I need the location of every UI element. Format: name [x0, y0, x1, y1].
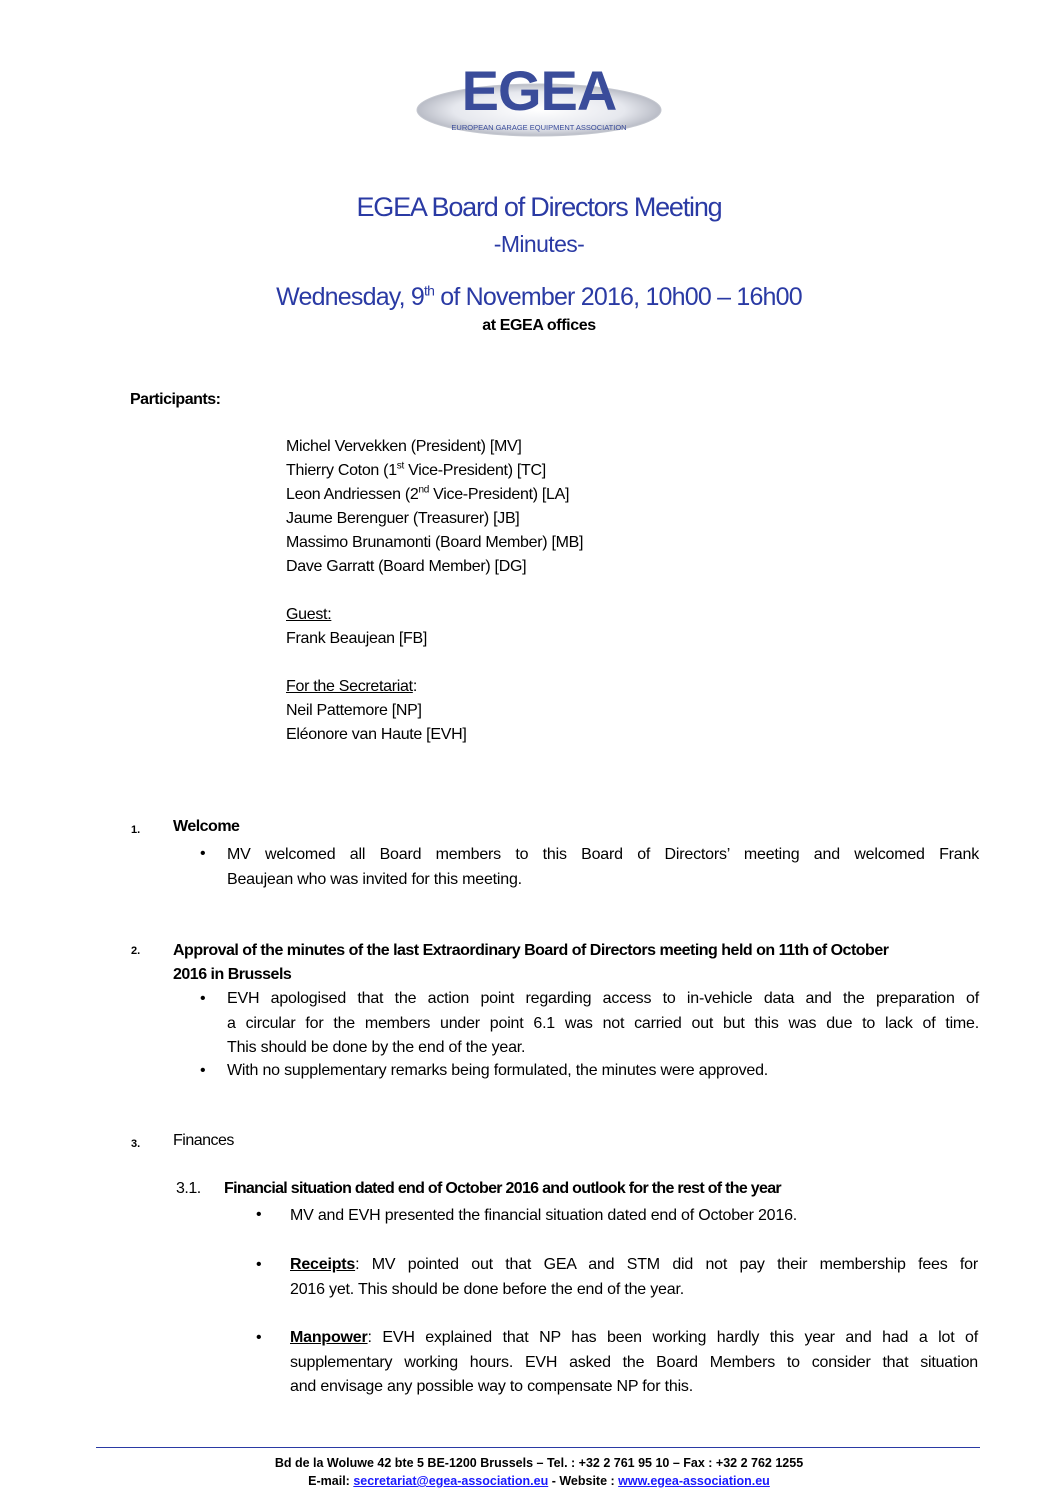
subsection-paragraph: Receipts: MV pointed out that GEA and STM did not pay their membership fees for 2016 yet. This should be done before the end of the year. [290, 1256, 978, 1298]
bullet-icon: • [256, 1256, 262, 1273]
footer-contact: E-mail: secretariat@egea-association.eu - Website : www.egea-association.eu [308, 1474, 770, 1488]
spacer [286, 579, 583, 603]
guest: Frank Beaujean [FB] [286, 630, 428, 647]
meeting-title: EGEA Board of Directors Meeting [356, 192, 722, 222]
subsection-title: Financial situation dated end of October 2016 and outlook for the rest of the year [224, 1180, 781, 1197]
section-paragraph: MV welcomed all Board members to this Board of Directors’ meeting and welcomed Frank Beaujean who was invited for this meeting. [227, 846, 979, 888]
email-link[interactable]: secretariat@egea-association.eu [353, 1474, 549, 1488]
minutes-subtitle: -Minutes- [493, 231, 585, 257]
participant: Michel Vervekken (President) [MV] [286, 438, 522, 455]
website-link[interactable]: www.egea-association.eu [618, 1474, 770, 1488]
receipts-label: Receipts [290, 1256, 356, 1273]
subsection-paragraph: MV and EVH presented the financial situation dated end of October 2016. [290, 1207, 798, 1224]
date-sup: th [424, 282, 435, 299]
participant: Thierry Coton (1st Vice-President) [TC] [286, 460, 546, 479]
footer-address: Bd de la Woluwe 42 bte 5 BE-1200 Brussels – Tel. : +32 2 761 95 10 – Fax : +32 2 762 1255 [274, 1456, 804, 1470]
subsection-paragraph: Manpower: EVH explained that NP has been working hardly this year and had a lot of supplementary working hours. EVH asked the Board Members to consider that situation and envisage any possible way to compensate NP for this. [290, 1329, 978, 1395]
section-paragraph: With no supplementary remarks being formulated, the minutes were approved. [227, 1062, 769, 1079]
spacer [286, 651, 583, 675]
bullet-icon: • [256, 1329, 262, 1346]
bullet-icon: • [200, 845, 206, 862]
footer-divider [96, 1447, 980, 1448]
manpower-label: Manpower [290, 1329, 368, 1346]
participant-line [286, 435, 583, 747]
section-title: Welcome [173, 818, 240, 835]
meeting-location: at EGEA offices [482, 317, 596, 334]
logo-text: EGEA [461, 59, 617, 122]
participant: Jaume Berenguer (Treasurer) [JB] [286, 510, 520, 527]
section-paragraph: EVH apologised that the action point regarding access to in-vehicle data and the preparation of a circular for the members under point 6.1 was not carried out but this was due to lack of time. This should be done by the end of the year. [227, 990, 979, 1056]
participant: Massimo Brunamonti (Board Member) [MB] [286, 534, 584, 551]
date-prefix: Wednesday, 9 [276, 283, 425, 311]
secretariat-member: Neil Pattemore [NP] [286, 702, 422, 719]
secretariat-label-line: For the Secretariat: [286, 678, 417, 695]
guest-label: Guest: [286, 606, 332, 623]
date-suffix: of November 2016, 10h00 – 16h00 [434, 283, 802, 311]
section-title: Approval of the minutes of the last Extraordinary Board of Directors meeting held on 11th of October 2016 in Brussels [173, 942, 889, 983]
participants-heading: Participants: [130, 391, 221, 408]
meeting-date [0, 283, 1058, 312]
bullet-icon: • [200, 990, 206, 1007]
bullet-icon: • [256, 1206, 262, 1223]
secretariat-label: For the Secretariat [286, 678, 413, 695]
egea-logo [414, 58, 664, 140]
secretariat-member: Eléonore van Haute [EVH] [286, 726, 467, 743]
section-title: Finances [173, 1132, 234, 1149]
participant: Leon Andriessen (2nd Vice-President) [LA] [286, 484, 570, 503]
section-number: 1. [131, 824, 141, 836]
bullet-icon: • [200, 1062, 206, 1079]
logo-subtitle: EUROPEAN GARAGE EQUIPMENT ASSOCIATION [451, 123, 627, 132]
section-number: 2. [131, 945, 141, 957]
subsection-number: 3.1. [176, 1180, 201, 1197]
participant: Dave Garratt (Board Member) [DG] [286, 558, 527, 575]
section-number: 3. [131, 1138, 141, 1150]
